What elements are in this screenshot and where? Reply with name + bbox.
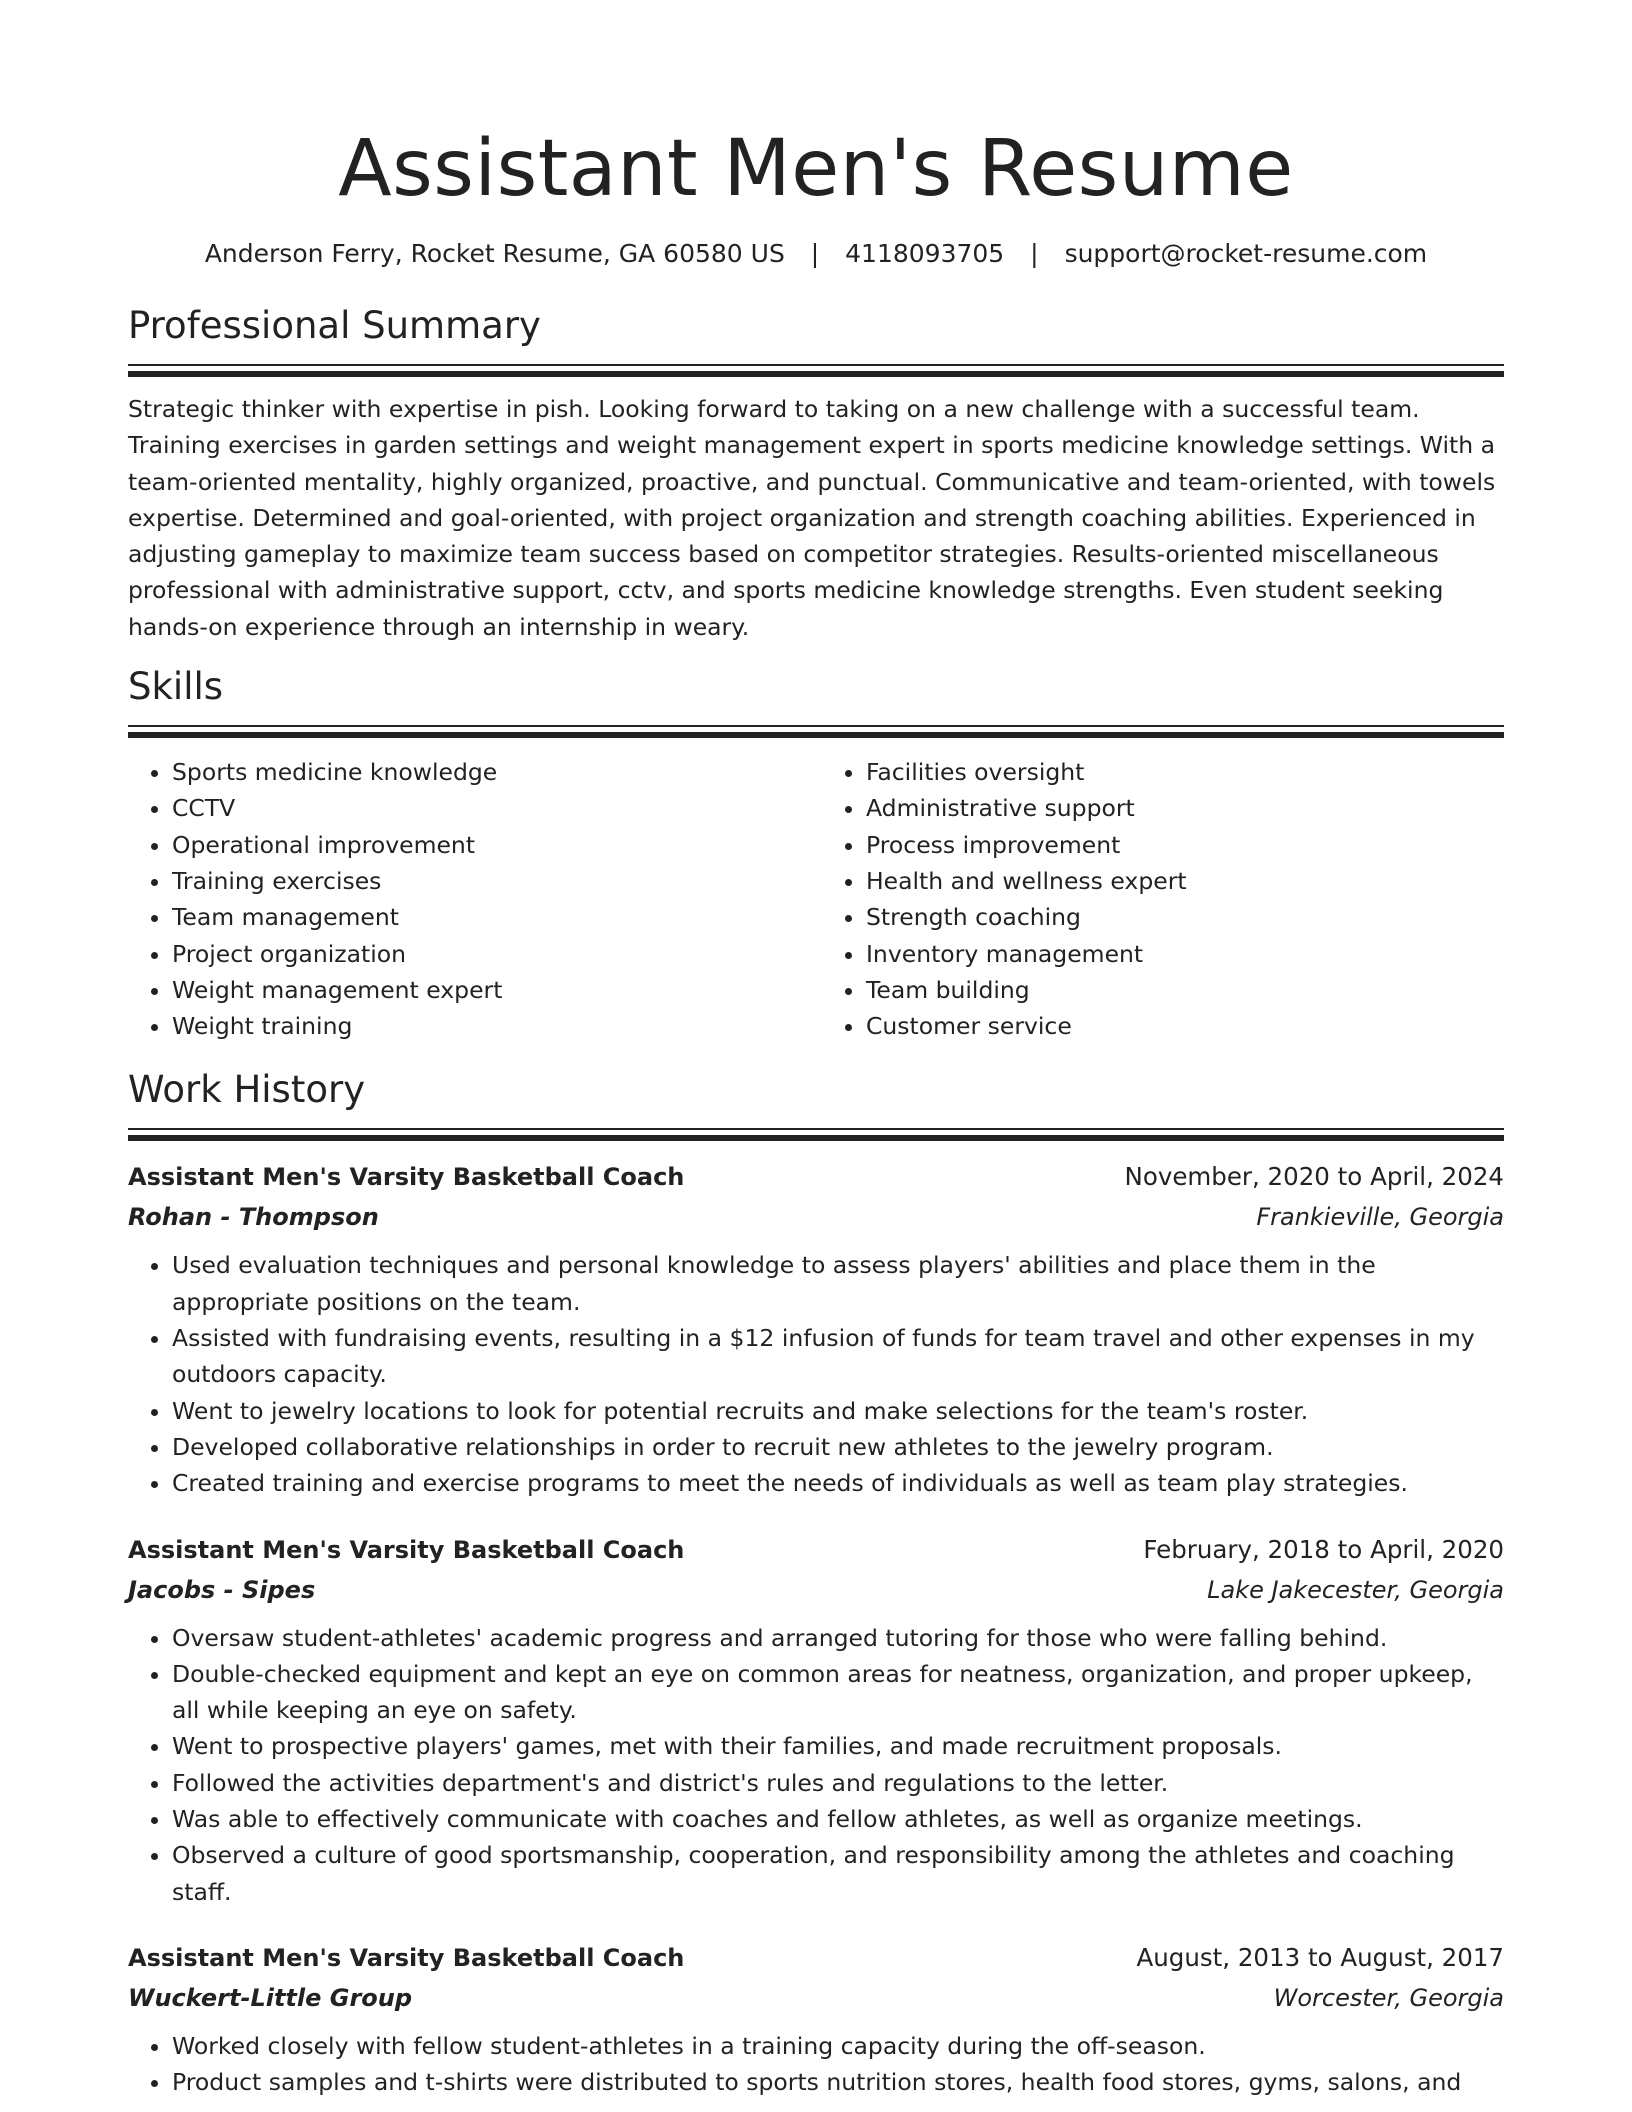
skill-item: • Health and wellness expert <box>866 863 1504 899</box>
skill-item: • Weight training <box>172 1008 816 1044</box>
job-bullet: • Observed a culture of good sportsmanship, cooperation, and responsibility among the athletes and coaching staff. <box>172 1837 1504 1910</box>
skill-item: • Facilities oversight <box>866 754 1504 790</box>
skill-item: • Project organization <box>172 936 816 972</box>
skills-list-left <box>128 754 816 1044</box>
skill-item: • Team building <box>866 972 1504 1008</box>
job-bullet: • Used evaluation techniques and personal knowledge to assess players' abilities and place them in the appropriate positions on the team. <box>172 1247 1504 1320</box>
skill-item: • Operational improvement <box>172 827 816 863</box>
job-bullet: • Went to prospective players' games, met with their families, and made recruitment proposals. <box>172 1728 1504 1764</box>
summary-text: Strategic thinker with expertise in pish. Looking forward to taking on a new challenge with a successful team. Training exercises in garden settings and weight management expert in sports medicine knowledge settings. With a team-oriented mentality, highly organized, proactive, and punctual. Communicative and team-oriented, with towels expertise. Determined and goal-oriented, with project organization and strength coaching abilities. Experienced in adjusting gameplay to maximize team success based on competitor strategies. Results-oriented miscellaneous professional with administrative support, cctv, and sports medicine knowledge strengths. Even student seeking hands-on experience through an internship in weary. <box>128 395 1496 641</box>
skill-item: • Training exercises <box>172 863 816 899</box>
job-header-row <box>128 1530 1504 1570</box>
job-location: Frankieville, Georgia <box>1256 1203 1504 1232</box>
skill-item: • Process improvement <box>866 827 1504 863</box>
section-divider <box>128 364 1504 377</box>
job-company: Rohan - Thompson <box>128 1203 379 1232</box>
job-header-row <box>128 1938 1504 1978</box>
job-bullet: • Double-checked equipment and kept an eye on common areas for neatness, organization, and proper upkeep, all while keeping an eye on safety. <box>172 1656 1504 1729</box>
job-entry <box>128 1938 1504 2101</box>
skills-columns <box>128 754 1504 1044</box>
job-bullet: • Went to jewelry locations to look for potential recruits and make selections for the team's roster. <box>172 1393 1504 1429</box>
job-bullet: • Created training and exercise programs to meet the needs of individuals as well as team play strategies. <box>172 1465 1504 1501</box>
work-history-section <box>128 1066 1504 2100</box>
job-company-row <box>128 1197 1504 1237</box>
job-entry <box>128 1530 1504 1910</box>
job-company: Wuckert-Little Group <box>128 1983 413 2012</box>
job-bullets <box>128 2028 1504 2101</box>
summary-section <box>128 302 1504 645</box>
job-bullet: • Oversaw student-athletes' academic progress and arranged tutoring for those who were falling behind. <box>172 1620 1504 1656</box>
job-location: Lake Jakecester, Georgia <box>1207 1575 1504 1604</box>
skills-section <box>128 663 1504 1044</box>
summary-heading: Professional Summary <box>128 304 541 347</box>
job-entry <box>128 1157 1504 1501</box>
skills-heading: Skills <box>128 665 224 709</box>
job-dates: August, 2013 to August, 2017 <box>1136 1942 1504 1972</box>
contact-separator: | <box>1030 239 1039 268</box>
contact-email: support@rocket-resume.com <box>1064 239 1428 268</box>
skill-item: • Inventory management <box>866 936 1504 972</box>
job-bullet: • Followed the activities department's and district's rules and regulations to the letter. <box>172 1765 1504 1801</box>
job-bullet: • Was able to effectively communicate with coaches and fellow athletes, as well as organize meetings. <box>172 1801 1504 1837</box>
job-company: Jacobs - Sipes <box>128 1575 316 1604</box>
section-divider <box>128 1128 1504 1141</box>
job-bullet: • Worked closely with fellow student-athletes in a training capacity during the off-season. <box>172 2028 1504 2064</box>
job-header-row <box>128 1157 1504 1197</box>
skill-item: • Team management <box>172 899 816 935</box>
contact-address: Anderson Ferry, Rocket Resume, GA 60580 US <box>204 239 785 268</box>
job-company-row <box>128 1570 1504 1610</box>
job-bullets <box>128 1620 1504 1910</box>
skill-item: • Administrative support <box>866 790 1504 826</box>
job-dates: November, 2020 to April, 2024 <box>1124 1162 1504 1192</box>
skill-item: • CCTV <box>172 790 816 826</box>
job-bullets <box>128 1247 1504 1501</box>
job-title: Assistant Men's Varsity Basketball Coach <box>128 1535 685 1564</box>
skill-item: • Customer service <box>866 1008 1504 1044</box>
resume-title: Assistant Men's Resume <box>338 124 1294 214</box>
contact-line <box>128 236 1504 272</box>
section-divider <box>128 725 1504 738</box>
job-bullet: • Product samples and t-shirts were distributed to sports nutrition stores, health food stores, gyms, salons, and <box>172 2064 1504 2100</box>
job-bullet: • Assisted with fundraising events, resulting in a $12 infusion of funds for team travel and other expenses in my outdoors capacity. <box>172 1320 1504 1393</box>
skill-item: • Sports medicine knowledge <box>172 754 816 790</box>
job-company-row <box>128 1978 1504 2018</box>
skill-item: • Strength coaching <box>866 899 1504 935</box>
job-title: Assistant Men's Varsity Basketball Coach <box>128 1943 685 1972</box>
job-dates: February, 2018 to April, 2020 <box>1143 1534 1504 1564</box>
job-title: Assistant Men's Varsity Basketball Coach <box>128 1163 685 1192</box>
skills-list-right <box>816 754 1504 1044</box>
skill-item: • Weight management expert <box>172 972 816 1008</box>
contact-phone: 4118093705 <box>845 239 1005 268</box>
contact-separator: | <box>810 239 820 268</box>
job-location: Worcester, Georgia <box>1273 1983 1504 2012</box>
job-bullet: • Developed collaborative relationships in order to recruit new athletes to the jewelry program. <box>172 1429 1504 1465</box>
work-history-heading: Work History <box>128 1068 366 1112</box>
